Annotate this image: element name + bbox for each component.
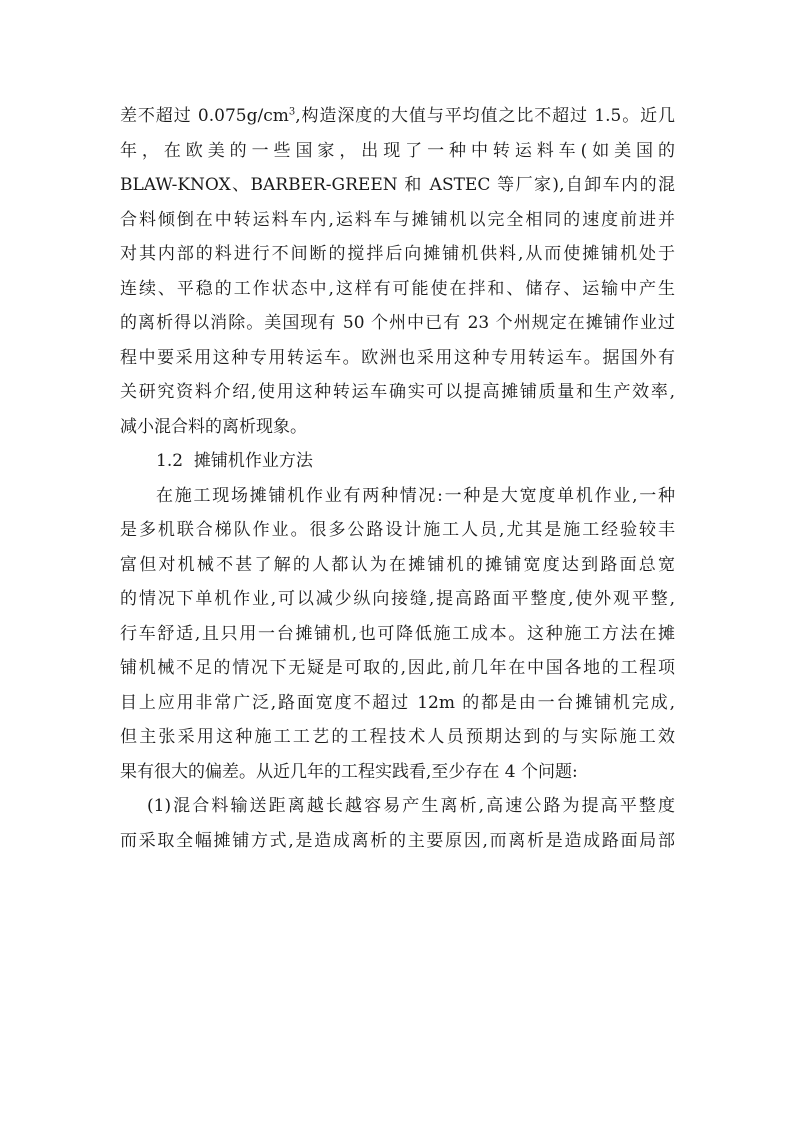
paragraph-line: 年，在欧美的一些国家，出现了一种中转运料车(如美国的 (120, 140, 675, 161)
paragraph-line: BLAW-KNOX、BARBER-GREEN 和 ASTEC 等厂家),自卸车内的混 (120, 175, 675, 195)
paragraph-line: 在施工现场摊铺机作业有两种情况:一种是大宽度单机作业,一种 (156, 485, 675, 506)
paragraph-line: 减小混合料的离析现象。 (120, 416, 307, 437)
section-title: 摊铺机作业方法 (193, 451, 313, 471)
paragraph-line: 合料倾倒在中转运料车内,运料车与摊铺机以完全相同的速度前进并 (120, 209, 675, 230)
paragraph-line: 程中要采用这种专用转运车。欧洲也采用这种专用转运车。据国外有 (120, 347, 675, 368)
paragraph-line: 连续、平稳的工作状态中,这样有可能使在拌和、储存、运输中产生 (120, 278, 675, 299)
paragraph-line (120, 99, 675, 134)
paragraph-line: 行车舒适,且只用一台摊铺机,也可降低施工成本。这种施工方法在摊 (120, 623, 675, 644)
paragraph-line: 对其内部的料进行不间断的搅拌后向摊铺机供料,从而使摊铺机处于 (120, 244, 675, 264)
paragraph-line: 目上应用非常广泛,路面宽度不超过 12m 的都是由一台摊铺机完成, (120, 692, 675, 713)
list-item-line: 而采取全幅摊铺方式,是造成离析的主要原因,而离析是造成路面局部 (120, 830, 675, 851)
text-segment: ,构造深度的大值与平均值之比不超过 1.5。近几 (295, 106, 676, 126)
document-body (120, 99, 675, 858)
paragraph-line: 是多机联合梯队作业。很多公路设计施工人员,尤其是施工经验较丰 (120, 520, 675, 540)
paragraph-line: 铺机械不足的情况下无疑是可取的,因此,前几年在中国各地的工程项 (120, 658, 675, 678)
paragraph-line: 果有很大的偏差。从近几年的工程实践看,至少存在 4 个问题: (120, 761, 578, 782)
text-segment: 差不超过 0.075g/cm (120, 106, 289, 126)
section-heading (120, 444, 675, 479)
section-number: 1.2 (156, 451, 184, 471)
paragraph-line: 的情况下单机作业,可以减少纵向接缝,提高路面平整度,使外观平整, (120, 589, 675, 609)
paragraph-line: 的离析得以消除。美国现有 50 个州中已有 23 个州规定在摊铺作业过 (120, 313, 675, 333)
paragraph-line: 富但对机械不甚了解的人都认为在摊铺机的摊铺宽度达到路面总宽 (120, 554, 675, 575)
paragraph-line: 关研究资料介绍,使用这种转运车确实可以提高摊铺质量和生产效率, (120, 382, 675, 402)
paragraph-line: 但主张采用这种施工工艺的工程技术人员预期达到的与实际施工效 (120, 727, 675, 747)
superscript: 3 (288, 106, 296, 118)
list-item-line: (1)混合料输送距离越长越容易产生离析,高速公路为提高平整度 (147, 796, 675, 816)
